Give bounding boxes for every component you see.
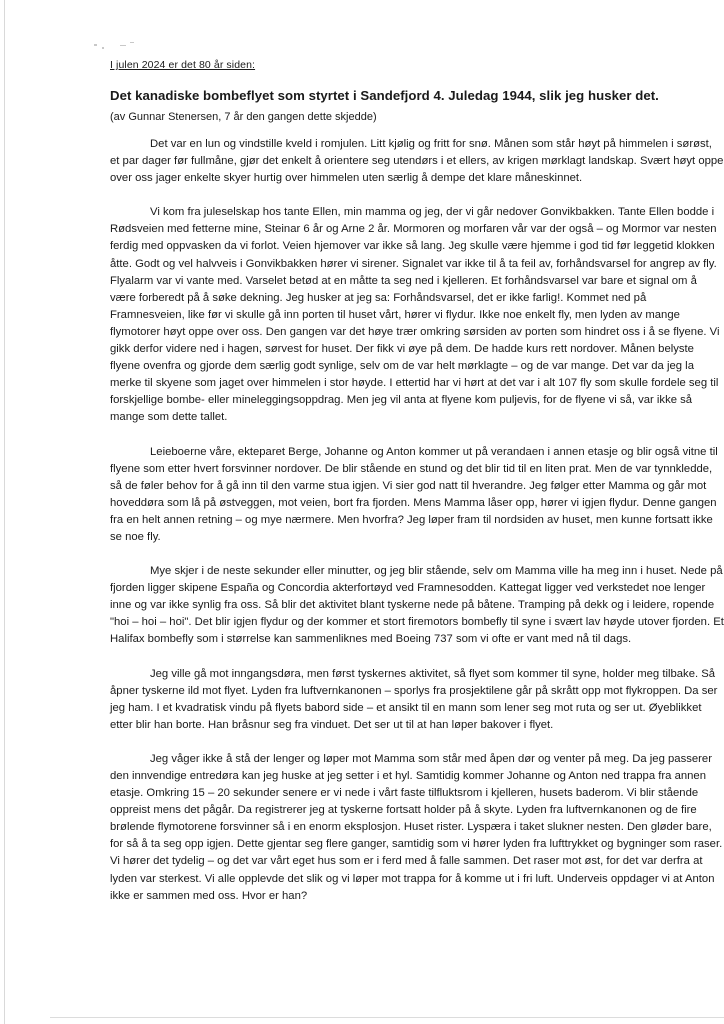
intro-note: I julen 2024 er det 80 år siden:: [110, 59, 256, 71]
author-byline: (av Gunnar Stenersen, 7 år den gangen dette skjedde): [110, 111, 377, 123]
paragraph-1: Det var en lun og vindstille kveld i romjulen. Litt kjølig og fritt for snø. Månen som står høyt på himmelen i sørøst, et par dager før fullmåne, gjør det enkelt å orientere seg utendørs i et ellers, av krigen mørklagt landskap. Svært høyt oppe over oss jager enkelte skyer hurtig over himmelen uten særlig å dempe det klare måneskinnet.: [110, 138, 724, 185]
scan-bottom-edge: [50, 1017, 724, 1018]
paragraph-4: Mye skjer i de neste sekunder eller minutter, og jeg blir stående, selv om Mamma ville ha meg inn i huset. Nede på fjorden ligger skipene España og Concordia akterfortøyd ved Framnesodden. Kattegat ligger ved verkstedet noe lenger inne og var ikke synlig fra oss. Så blir det aktivitet blant tyskerne nede på båtene. Tramping på dekk og i leidere, ropende "hoi – hoi – hoi". Det blir igjen flydur og der kommer et stort firemotors bombefly til syne i svært lav høyde utover fjorden. Et Halifax bombefly som i størrelse kan sammenliknes med Boeing 737 som vi ofte er vant med nå til dags.: [110, 565, 724, 646]
paragraph-3: Leieboerne våre, ekteparet Berge, Johanne og Anton kommer ut på verandaen i annen etasje og blir også vitne til flyene som etter hvert forsvinner nordover. De blir stående en stund og det blir tid til en liten prat. Men de var tynnkledde, så de føler behov for å gå inn til den varme stua igjen. Vi sier god natt til hverandre. Jeg følger etter Mamma og går mot hoveddøra som lå på østveggen, mot veien, bort fra fjorden. Mens Mamma låser opp, hører vi igjen flydur. Denne gangen fra en helt annen retning – og mye nærmere. Men hvorfra? Jeg løper fram til nordsiden av huset, men kunne fortsatt ikke se noe fly.: [110, 445, 718, 543]
document-title: Det kanadiske bombeflyet som styrtet i Sandefjord 4. Juledag 1944, slik jeg husker det.: [110, 88, 659, 103]
scan-marks: [92, 34, 152, 54]
paragraph-2: Vi kom fra juleselskap hos tante Ellen, min mamma og jeg, der vi går nedover Gonvikbakken. Tante Ellen bodde i Rødsveien med fetterne mine, Steinar 6 år og Arne 2 år. Mormoren og morfaren vår var der også – og Mormor var nesten ferdig med oppvasken da vi forlot. Veien hjemover var ikke så lang. Jeg skulle være hjemme i god tid før leggetid klokken åtte. Godt og vel halvveis i Gonvikbakken hører vi sirener. Signalet var ikke til å ta feil av, forhåndsvarsel for angrep av fly. Flyalarm var vi vante med. Varselet betød at en måtte ta seg ned i kjelleren. Et forhåndsvarsel var bare et signal om å være forberedt på å søke dekning. Jeg husker at jeg sa: Forhåndsvarsel, det er ikke farlig!. Kommet ned på Framnesveien, like før vi skulle gå inn porten til huset vårt, hører vi flydur. Ikke noe enkelt fly, men lyden av mange flymotorer høyt oppe over oss. Den gangen var det høye trær omkring sørsiden av porten som hindret oss i å se flyene. Vi gikk derfor videre ned i hagen, sørvest for huset. Der fikk vi øye på dem. De hadde kurs rett nordover. Månen belyste flyene ovenfra og gjorde dem særlig godt synlige, selv om de var helt mørklagte – og de var mange. Det var da jeg la merke til skyene som jaget over himmelen i stor høyde. I ettertid har vi hørt at det var i alt 107 fly som skulle fordele seg til forskjellige bombe- eller mineleggingsoppdrag. Men jeg vil anta at flyene kom puljevis, for de flyene vi så, var ikke så mange som dette tallet.: [110, 206, 720, 424]
scan-edge: [4, 0, 5, 1024]
paragraph-6: Jeg våger ikke å stå der lenger og løper mot Mamma som står med åpen dør og venter på meg. Da jeg passerer den innvendige entredøra kan jeg huske at jeg setter i et hyl. Samtidig kommer Johanne og Anton ned trappa fra annen etasje. Omkring 15 – 20 sekunder senere er vi nede i vårt faste tilfluktsrom i kjelleren, husets baderom. Vi blir stående oppreist mens det pågår. Da registrerer jeg at tyskerne fortsatt holder på å skyte. Lyden fra luftvernkanonen og de fire brølende flymotorene forsvinner så i en enorm eksplosjon. Huset rister. Lyspæra i taket slukner nesten. Den gløder bare, for så å ta seg opp igjen. Dette gjentar seg flere ganger, samtidig som vi hører lyden fra lufttrykket og bygninger som raser. Vi hører det tydelig – og det var vårt eget hus som er i ferd med å falle sammen. Det raser mot øst, for det var derfra at lyden var sterkest. Vi alle opplevde det slik og vi løper mot trappa for å komme ut i fri luft. Underveis oppdager vi at Anton ikke er sammen med oss. Hvor er han?: [110, 752, 723, 902]
paragraph-5: Jeg ville gå mot inngangsdøra, men først tyskernes aktivitet, så flyet som kommer til syne, holder meg tilbake. Så åpner tyskerne ild mot flyet. Lyden fra luftvernkanonen – sporlys fra prosjektilene går på skrått opp mot flykroppen. Da ser jeg ham. I et kvadratisk vindu på flyets babord side – et ansikt til en mann som lener seg mot ruta og ser ut. Øyeblikket etter blir han borte. Han bråsnur seg fra vinduet. Det ser ut til at han løper bakover i flyet.: [110, 667, 718, 731]
story-body: [110, 136, 724, 922]
